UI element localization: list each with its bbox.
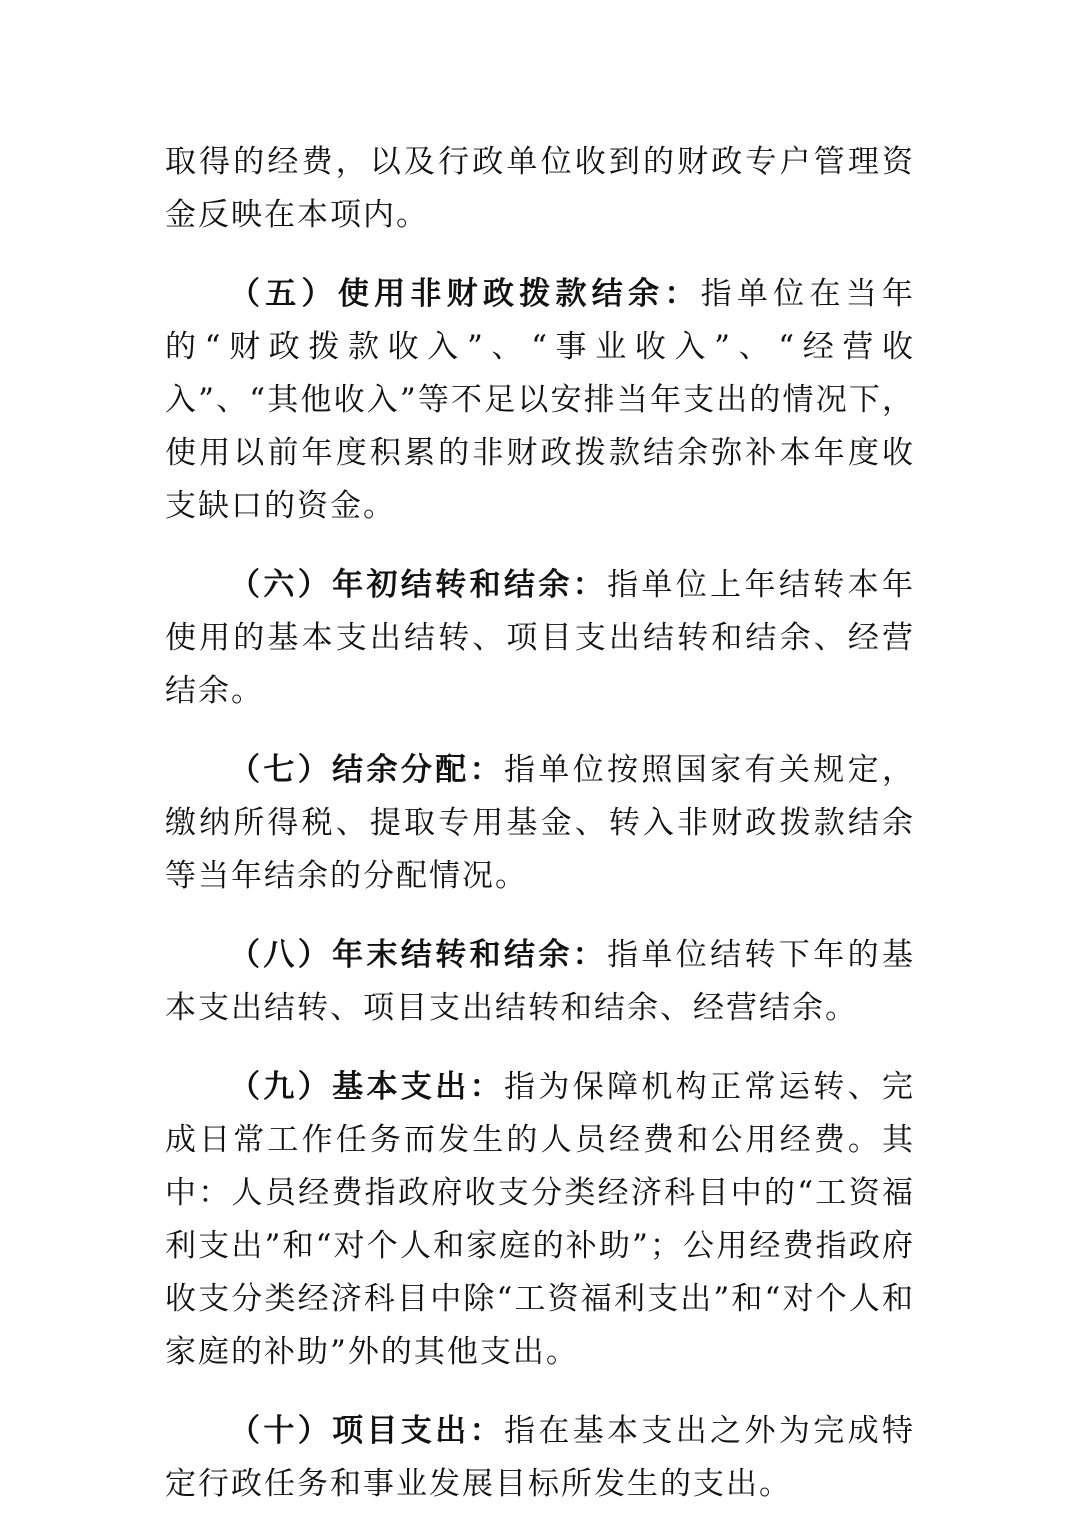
paragraph-text: 指在基本支出之外为完成特定行政任务和事业发展目标所发生的支出。: [165, 1413, 916, 1502]
paragraph-term: （十）项目支出：: [229, 1413, 504, 1449]
paragraph-text: 指单位上年结转本年使用的基本支出结转、项目支出结转和结余、经营结余。: [165, 567, 916, 709]
paragraph-continued: [165, 136, 915, 242]
paragraph-item-10: [165, 1405, 915, 1511]
document-body: [165, 136, 915, 1537]
paragraph-term: （五）使用非财政拨款结余：: [229, 276, 701, 312]
paragraph-text: 取得的经费，以及行政单位收到的财政专户管理资金反映在本项内。: [165, 144, 915, 233]
paragraph-item-6: [165, 559, 915, 718]
paragraph-term: （六）年初结转和结余：: [229, 567, 608, 603]
paragraph-term: （八）年末结转和结余：: [229, 937, 608, 973]
paragraph-text: 指单位结转下年的基本支出结转、项目支出结转和结余、经营结余。: [165, 937, 916, 1026]
paragraph-text: 指单位按照国家有关规定，缴纳所得税、提取专用基金、转入非财政拨款结余等当年结余的分配情况。: [165, 752, 916, 894]
paragraph-item-5: [165, 268, 915, 533]
paragraph-item-9: [165, 1061, 915, 1379]
paragraph-term: （七）结余分配：: [229, 752, 504, 788]
paragraph-item-8: [165, 929, 915, 1035]
paragraph-term: （九）基本支出：: [229, 1069, 504, 1105]
paragraph-item-7: [165, 744, 915, 903]
paragraph-text: 指为保障机构正常运转、完成日常工作任务而发生的人员经费和公用经费。其中：人员经费指政府收支分类经济科目中的“工资福利支出”和“对个人和家庭的补助”；公用经费指政府收支分类经济科目中除“工资福利支出”和“对个人和家庭的补助”外的其他支出。: [165, 1069, 916, 1370]
paragraph-text: 指单位在当年的“财政拨款收入”、“事业收入”、“经营收入”、“其他收入”等不足以安排当年支出的情况下，使用以前年度积累的非财政拨款结余弥补本年度收支缺口的资金。: [165, 276, 916, 524]
